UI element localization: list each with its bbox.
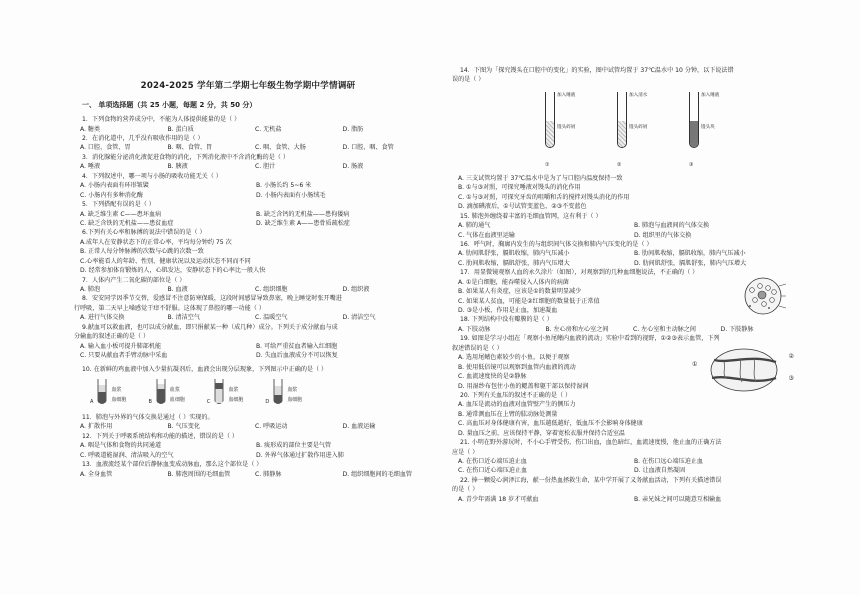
layer-cell-label: 血细胞: [169, 397, 185, 404]
option-c: C. 高血压对身体健康有害，血压越低越好，低血压不会影响身体健康: [458, 420, 643, 428]
starch-digestion-figure: [448, 88, 804, 170]
question-4: [70, 172, 426, 200]
option-b: B. 肺泡与血液间的气体交换: [634, 222, 710, 230]
tube-option-c: [207, 377, 244, 407]
option-a: A. 在伤口近心端压迫止血: [458, 458, 527, 465]
option-d: D. 让血液自然凝固: [634, 467, 686, 475]
option-d: D. 清洁空气: [342, 314, 376, 322]
layer-plasma-label: 血浆: [228, 387, 239, 394]
option-c: C. 肺静脉: [255, 470, 282, 478]
question-stem: 17．用显微镜观察人血的永久涂片（如图），对观察到的几种血细胞说法，不正确的（ ）: [460, 269, 699, 277]
vessel-label-1: ①: [692, 361, 698, 369]
option-d: D. 小肠内表面有小肠绒毛: [256, 191, 326, 199]
option-b: B. 蛋白质: [167, 125, 194, 133]
option-a: A.成年人在安静状态下的正常心率，平均每分钟约 75 次: [80, 238, 232, 246]
option-d: D. 缺乏维生素 A——患骨质疏松症: [256, 219, 350, 227]
option-d: D. 血液运输: [342, 423, 376, 431]
question-stem: 9.献血可以救血液，也可以成分献血，即只捐献某一种（成几种）成分。下列关于成分献血与成: [82, 323, 338, 331]
option-d: D. 口腔、咽、食管: [342, 144, 394, 152]
tube-number: ③: [689, 162, 694, 169]
tube-3: [687, 88, 731, 170]
option-b: B. 左心房和左心室之间: [545, 325, 609, 333]
test-tube-icon: [95, 377, 109, 407]
question-6: [70, 228, 426, 275]
question-stem: 8．安安同学因季节交替，爱感冒不注意防寒保暖，这段时间感冒导致鼻塞，晚上睡觉时张开嘴进: [82, 295, 342, 303]
question-17: [448, 268, 804, 315]
tube-letter: B: [148, 399, 152, 406]
question-21: [448, 438, 804, 476]
option-a: A. 肺的通气: [458, 222, 491, 230]
question-stem: 15. 肺泡外缠绕着丰富的毛细血管网，这有利于（ ）: [460, 212, 602, 220]
vessel-label-3: ③: [788, 375, 794, 383]
option-a: A. 血压是流动的血液对血管壁产生的侧压力: [458, 401, 576, 409]
option-a: A. 咽是气体和食物的共同通道: [80, 442, 162, 450]
tube-top-label: 加入清水: [629, 92, 648, 98]
option-c: C. 血流速度快的是②静脉: [458, 373, 527, 381]
question-9: [70, 323, 426, 361]
option-c: C. 呼吸运动: [255, 423, 288, 431]
option-b: B. 咽、食管、胃: [167, 144, 213, 152]
option-b: B. 正常人每分钟脉搏的次数与心跳的次数一致: [80, 248, 204, 256]
option-a: A. 糖类: [80, 125, 101, 133]
option-c: C. 胆汁: [255, 163, 276, 171]
option-a: A. 三支试管均置于 37℃温水中是为了与口腔内温度保持一致: [458, 174, 623, 182]
question-2: [70, 134, 426, 153]
option-b: B. 血液: [167, 286, 188, 294]
option-d: D. 肋间肌舒张，膈肌舒张，肺内气压增大: [634, 259, 747, 267]
layer-cell-label: 血细胞: [111, 397, 127, 404]
tube-2: [615, 88, 659, 170]
question-stem: 2．在消化道中，几乎没有吸收作用的是（ ）: [82, 135, 204, 143]
question-13: [70, 460, 426, 479]
option-a: A. 肋间肌舒张，膈肌收缩，肺内气压减小: [458, 250, 570, 258]
option-a: A. 肺泡: [80, 286, 101, 294]
option-c: C. 温暖空气: [255, 314, 288, 322]
layer-cell-label: 血细胞: [228, 397, 244, 404]
option-d: D. 组织液: [342, 286, 370, 294]
option-b: B. 缺乏含钙的无机盐——患佝偻病: [256, 210, 350, 218]
option-c: C. 咽、食管、大肠: [255, 144, 306, 152]
tube-number: ②: [617, 162, 622, 169]
option-d: D. 外界气体通过扩散作用进入肺: [256, 451, 344, 459]
layer-cell-label: 血细胞: [287, 397, 303, 404]
option-c: C. 无机盐: [255, 125, 282, 133]
question-14: [448, 66, 804, 212]
option-c: C. 左心室和主动脉之间: [633, 325, 696, 333]
question-stem: 11．肺泡与外界的气体交换是通过（ ）实现的。: [82, 413, 214, 421]
question-stem: 13．血液流经某个部位后静脉血变成动脉血，那么这个部位是（ ）: [82, 461, 263, 469]
option-b: B. 肺泡周围的毛细血管: [167, 470, 231, 478]
option-b: B. 使用低倍镜可以观察到血管内血液的流动: [458, 363, 576, 371]
layer-plasma-label: 血浆: [169, 387, 180, 394]
question-stem-cont: 误的是（ ）: [452, 76, 485, 84]
option-c: C. 肋间肌收缩，膈肌舒张，肺内气压增大: [458, 259, 570, 267]
option-c: C. 缺乏含铁的无机盐——患贫血症: [80, 219, 174, 227]
option-b: B. 清洁空气: [167, 314, 200, 322]
question-stem: 7．人体内产生二氧化碳的部位是（ ）: [82, 276, 186, 284]
tube-top-label: 加入唾液: [557, 92, 576, 98]
question-stem: 3．消化腺能分泌消化液促进食物的消化，下列消化液中不含消化酶的是（ ）: [82, 153, 289, 161]
tube-mid-label: 馒头碎屑: [557, 124, 576, 130]
option-d: D. 滴加碘液后，①号试管变蓝色，②③不变蓝色: [458, 203, 587, 211]
option-a: A. 青少年需满 18 岁才可献血: [458, 495, 539, 503]
vessel-label-2: ②: [788, 353, 794, 361]
option-b: B. 如果某人有炎症，应该是①的数量明显减少: [458, 288, 582, 296]
fish-tail-vessel-figure: [692, 346, 796, 394]
option-a: A. 口腔、食管、胃: [80, 144, 131, 152]
option-a: A. 选用尾鳍色素较少的小鱼，以便于观察: [458, 354, 570, 362]
option-d: D. 组织里的气体交换: [634, 231, 692, 239]
question-stem: 6.下列有关心率和脉搏的说法中错误的是（ ）: [82, 229, 206, 237]
option-c: C. 如果某人贫血，可能是②红细胞的数量低于正常值: [458, 297, 600, 305]
option-a: A. 扩散作用: [80, 423, 113, 431]
question-stem: 16．呼气时，胸廓内发生的与组织间气体交换和肺内气压变化的是（ ）: [460, 240, 653, 248]
option-d: D. 下肢静脉: [720, 325, 754, 333]
option-b: B. 在伤口远心端压迫止血: [634, 458, 703, 465]
test-tube-icon: [154, 377, 168, 407]
option-a: A. 输入血小板可提升肺部机能: [80, 342, 162, 350]
question-stem: 1．下列食物的营养成分中，不能为人体提供能量的是（ ）: [82, 116, 241, 124]
question-stem: 19. 如图是学习小组在「观察小鱼尾鳍内血液的流动」实验中看到的视野，①②③表示血管，下列: [460, 335, 720, 343]
question-stem: 4．下列叙述中，哪一项与小肠的吸收功能无关（ ）: [82, 172, 222, 180]
option-b: B. 肋间肌收缩，膈肌收缩，肺内气压减小: [634, 250, 746, 258]
question-19: [448, 334, 804, 391]
question-11: [70, 413, 426, 432]
question-22: [448, 476, 804, 504]
question-stem-cont: 应是（ ）: [452, 448, 479, 456]
option-d: D. 肠液: [342, 163, 364, 171]
option-d: D. 用湿纱布包住小鱼的鳃盖和躯干部以保持湿润: [458, 382, 589, 390]
option-b: B. 可给严重贫血者输入红细胞: [256, 342, 338, 350]
question-12: [70, 432, 426, 460]
option-a: A. 下肢动脉: [458, 325, 491, 333]
tube-mid-label: 馒头块: [701, 124, 715, 130]
question-stem: 20. 下列有关血压的叙述不正确的是（ ）: [460, 391, 572, 399]
question-stem: 22. 捧一颗爱心润泽江海，献一份热血拯救生命，某中学开展了义务献血活动，下列有关描述错误: [460, 476, 722, 484]
option-c: C.心率能看人的年龄、性别、健康状况以及运动状态不同而不同: [80, 257, 251, 265]
layer-plasma-label: 血浆: [287, 387, 298, 394]
blood-smear-micrograph-icon: [738, 276, 792, 316]
tube-mid-label: 馒头碎屑: [629, 124, 648, 130]
option-c: C. 呼吸道能湿润、清洁吸入的空气: [80, 451, 174, 459]
question-18: [448, 315, 804, 334]
option-b: B. 胰液: [167, 163, 188, 171]
tube-top-label: 加入唾液: [701, 92, 720, 98]
option-b: B. 小肠长约 5~6 米: [256, 182, 312, 190]
question-stem-cont: 分输血的叙述正确的是（ ）: [74, 333, 150, 341]
option-c: C. 气体在血液里运输: [458, 231, 515, 239]
option-a: A. ①是白细胞，能吞噬侵入人体内的病菌: [458, 278, 569, 286]
capillary-view-icon: [700, 346, 780, 394]
option-a: A. 缺乏维生素 C——患坏血病: [80, 210, 162, 218]
option-d: D. 失血后血液成分不可以恢复: [256, 352, 338, 360]
test-tube-icon: [271, 377, 285, 407]
option-a: A. 唾液: [80, 163, 101, 171]
test-tube-icon: [212, 377, 226, 407]
option-c: C. ①与③对照，可探究牙齿的咀嚼和舌的搅拌对馒头消化的作用: [458, 193, 630, 201]
option-d: D. 脂肪: [342, 125, 364, 133]
option-b: B. ①与③对照，可探究唾液对馒头的消化作用: [458, 184, 581, 192]
question-stem-cont: 叙述错误的是（ ）: [452, 344, 503, 352]
tube-letter: A: [90, 399, 94, 406]
question-stem: 12．下列关于呼吸系统结构和功能的描述，错误的是（ ）: [82, 432, 238, 440]
option-d: D. 经常参加体育锻炼的人，心肌发达，安静状态下的心率比一般人快: [80, 267, 266, 275]
question-5: [70, 200, 426, 228]
option-b: B. 痰形成的部位主要是气管: [256, 442, 332, 450]
tube-number: ①: [545, 162, 550, 169]
right-column: [448, 0, 804, 595]
option-a: A. 进行气体交换: [80, 314, 125, 322]
question-7: [70, 276, 426, 295]
option-b: B. 通常测血压在上臂的肱动脉处测量: [458, 410, 558, 418]
option-b: B. 气压变化: [167, 423, 200, 431]
option-d: D. 量血压之前，应该保持平静，穿着宽松衣服并保持合适室温: [458, 429, 626, 437]
tube-letter: D: [265, 399, 270, 406]
option-d: D. 组织细胞间的毛细血管: [342, 470, 413, 478]
question-10: [70, 365, 426, 407]
question-15: [448, 212, 804, 240]
option-c: C. 小肠内有多种消化酶: [80, 191, 143, 199]
question-stem: 10. 在新鲜的鸡血液中加入少量抗凝剂后，血液会出现分层现象，下列图示中正确的是（ ）: [82, 365, 328, 373]
option-a: A. 小肠内表面有环形皱襞: [80, 182, 149, 190]
option-a: A. 全身血管: [80, 470, 113, 478]
option-b: B. 亲兄妹之间可以随意互相输血: [634, 495, 722, 503]
question-stem-cont: 的是（ ）: [452, 486, 479, 494]
question-stem: 21. 小明在野外游玩时，不小心手臂受伤，伤口出血，血色暗红，血流速度慢，他止血的正确方法: [460, 439, 722, 447]
question-stem: 5．下列搭配有误的是（ ）: [82, 201, 155, 209]
option-c: C. 在伤口近心端压迫止血: [458, 467, 528, 475]
section-heading: 一、 单项选择题（共 25 小题，每题 2 分，共 50 分）: [82, 101, 257, 110]
tube-option-d: [265, 377, 302, 407]
question-8: [70, 294, 426, 322]
question-16: [448, 240, 804, 268]
tube-option-a: [90, 377, 126, 407]
option-c: C. 组织细胞: [255, 286, 288, 294]
question-1: [70, 115, 426, 134]
page-title: 2024-2025 学年第二学期七年级生物学期中学情调研: [140, 81, 356, 91]
tube-1: [543, 88, 587, 170]
tube-option-b: [148, 377, 184, 407]
layer-plasma-label: 血浆: [111, 387, 122, 394]
option-d: D. ③是小板，作用是止血，加速凝血: [458, 307, 558, 314]
question-stem-cont: 行呼吸，第二天早上嗓感觉干痒不舒服。这体现了鼻腔的哪一功能（ ）: [74, 304, 265, 312]
option-c: C. 只要从献血者手臂动脉中采血: [80, 352, 168, 360]
question-stem: 14．下图为「探究馒头在口腔中的变化」的实验，图中试管均置于 37℃温水中 10 分钟，以下说法错: [460, 67, 734, 74]
left-column: [70, 0, 426, 595]
blood-tube-figure: [70, 377, 426, 407]
question-stem: 18. 下列结构中没有瓣膜的是（ ）: [460, 316, 553, 324]
tube-letter: C: [206, 399, 211, 406]
question-20: [448, 391, 804, 438]
question-3: [70, 153, 426, 172]
